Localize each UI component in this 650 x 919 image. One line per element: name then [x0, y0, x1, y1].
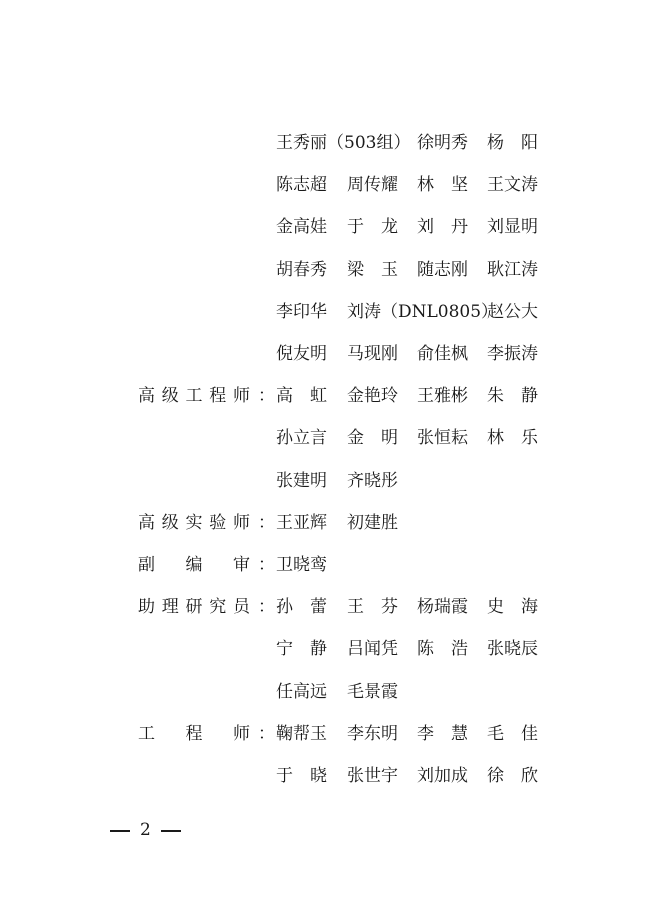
role-title-char: 级 [161, 512, 179, 533]
name-row [0, 297, 650, 327]
person-name: 李 慧 [417, 723, 468, 744]
role-title-char: 副 [138, 555, 155, 575]
role-title-char: 师 [233, 386, 250, 407]
person-name: 王文涛 [487, 175, 538, 196]
name-row [0, 339, 650, 369]
footer-dash-right [161, 830, 181, 832]
person-name: 王秀丽（503组） [276, 133, 411, 153]
person-name: 吕闻凭 [347, 639, 398, 660]
role-row [0, 592, 650, 622]
person-name: 胡春秀 [276, 259, 327, 280]
role-title-char: 研 [185, 597, 203, 618]
person-name: 孙 蕾 [276, 597, 327, 618]
person-name: 于 龙 [347, 217, 398, 238]
person-name: 宁 静 [276, 639, 327, 660]
name-row [0, 677, 650, 707]
person-name: 马现刚 [347, 344, 398, 364]
role-title-char: 究 [209, 597, 227, 618]
person-name: 林 坚 [417, 175, 468, 196]
role-row [0, 381, 650, 411]
person-name: 李印华 [276, 301, 327, 322]
person-name: 林 乐 [487, 428, 538, 449]
role-title-char: 工 [138, 723, 155, 744]
person-name: 杨瑞霞 [417, 597, 468, 618]
person-name: 金高娃 [276, 217, 327, 238]
role-title-char: 师 [233, 512, 250, 533]
role-colon: ： [258, 723, 275, 744]
role-colon: ： [258, 512, 275, 533]
person-name: 徐 欣 [487, 766, 538, 786]
role-title-char: 高 [138, 386, 155, 407]
role-title-char: 助 [138, 597, 155, 618]
person-name: 金 明 [347, 428, 398, 449]
role-title-char: 验 [209, 512, 227, 533]
name-row [0, 466, 650, 496]
name-row [0, 128, 650, 158]
role-colon: ： [258, 597, 275, 618]
person-name: 朱 静 [487, 386, 538, 407]
name-row [0, 634, 650, 664]
name-row [0, 212, 650, 242]
person-name: 耿江涛 [487, 259, 538, 280]
role-title-char: 师 [233, 723, 250, 744]
role-title-char: 理 [161, 597, 179, 618]
person-name: 李振涛 [487, 344, 538, 364]
role-title [138, 550, 250, 580]
page-footer [110, 815, 181, 845]
name-row [0, 423, 650, 453]
person-name: 王 芬 [347, 597, 398, 618]
person-name: 鞠帮玉 [276, 723, 327, 744]
name-row [0, 255, 650, 285]
person-name: 卫晓鸾 [276, 555, 327, 575]
person-name: 张晓辰 [487, 639, 538, 660]
role-title-char: 工 [185, 386, 203, 407]
role-title [138, 592, 250, 622]
person-name: 陈 浩 [417, 639, 468, 660]
role-colon: ： [258, 555, 275, 575]
role-title [138, 719, 250, 749]
role-colon: ： [258, 386, 275, 407]
person-name: 刘加成 [417, 766, 468, 786]
person-name: 刘 丹 [417, 217, 468, 238]
role-title-char: 级 [161, 386, 179, 407]
person-name: 张恒耘 [417, 428, 468, 449]
person-name: 任高远 [276, 681, 327, 702]
person-name: 梁 玉 [347, 259, 398, 280]
person-name: 王亚辉 [276, 512, 327, 533]
person-name: 随志刚 [417, 259, 468, 280]
role-title-char: 员 [233, 597, 250, 618]
role-title [138, 508, 250, 538]
role-title-char: 程 [185, 723, 203, 744]
person-name: 史 海 [487, 597, 538, 618]
person-name: 毛 佳 [487, 723, 538, 744]
person-name: 孙立言 [276, 428, 327, 449]
person-name: 陈志超 [276, 175, 327, 196]
person-name: 倪友明 [276, 344, 327, 364]
role-title-char: 实 [185, 512, 203, 533]
person-name: 张建明 [276, 470, 327, 491]
name-row [0, 170, 650, 200]
role-title-char: 高 [138, 512, 155, 533]
role-row [0, 508, 650, 538]
name-row [0, 761, 650, 791]
role-title [138, 381, 250, 411]
person-name: 徐明秀 [417, 133, 468, 153]
role-title-char: 审 [233, 555, 250, 575]
person-name: 毛景霞 [347, 681, 398, 702]
person-name: 赵公大 [487, 301, 538, 322]
footer-dash-left [110, 830, 130, 832]
role-row [0, 719, 650, 749]
role-row [0, 550, 650, 580]
person-name: 张世宇 [347, 766, 398, 786]
person-name: 于 晓 [276, 766, 327, 786]
person-name: 俞佳枫 [417, 344, 468, 364]
role-title-char: 编 [185, 555, 203, 575]
person-name: 金艳玲 [347, 386, 398, 407]
person-name: 初建胜 [347, 512, 398, 533]
person-name: 齐晓彤 [347, 470, 398, 491]
person-name: 王雅彬 [417, 386, 468, 407]
person-name: 杨 阳 [487, 133, 538, 153]
person-name: 高 虹 [276, 386, 327, 407]
role-title-char: 程 [209, 386, 227, 407]
person-name: 周传耀 [347, 175, 398, 196]
person-name: 刘涛（DNL0805） [347, 301, 499, 322]
page-number: 2 [140, 820, 151, 840]
person-name: 刘显明 [487, 217, 538, 238]
person-name: 李东明 [347, 723, 398, 744]
